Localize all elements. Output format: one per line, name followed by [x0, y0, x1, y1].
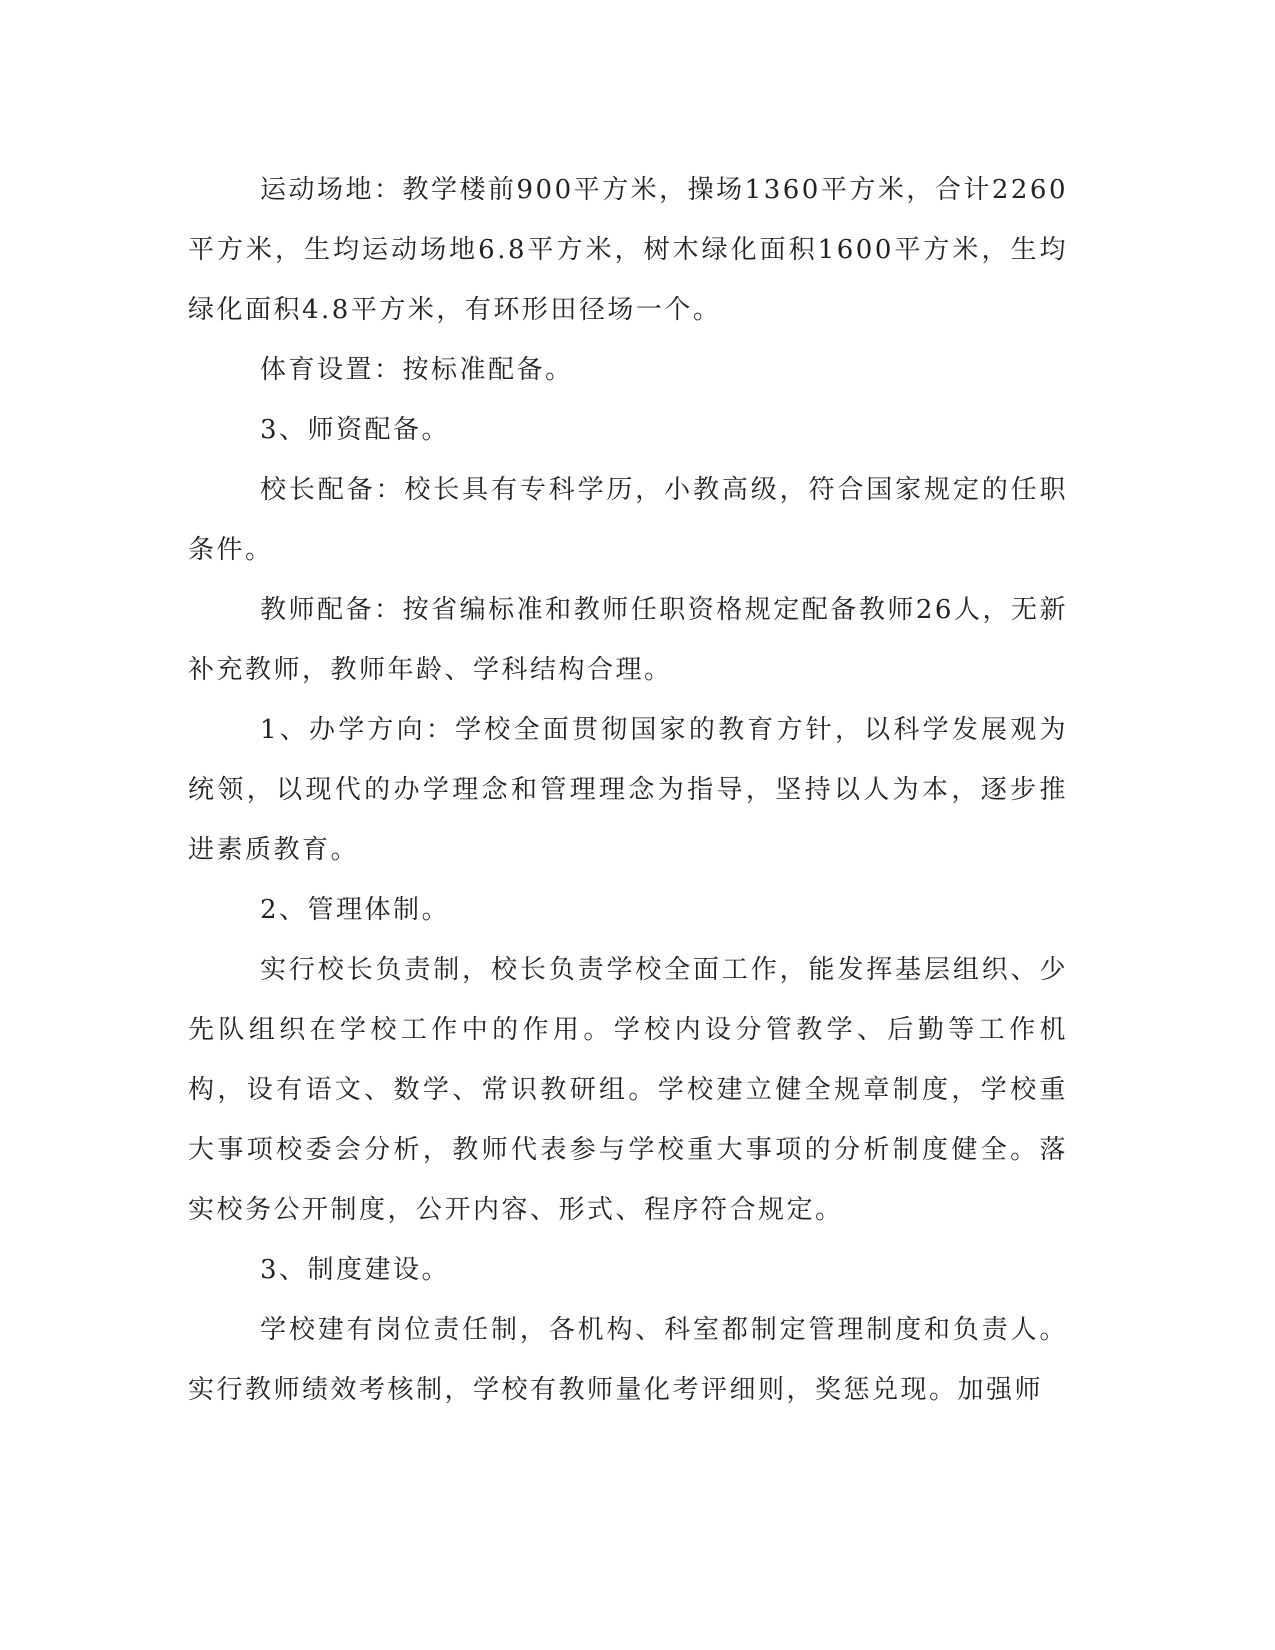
paragraph-system-building: 学校建有岗位责任制，各机构、科室都制定管理制度和负责人。实行教师绩效考核制，学校有教师量化考评细则，奖惩兑现。加强师: [188, 1315, 1068, 1405]
paragraph-principal: 校长配备：校长具有专科学历，小教高级，符合国家规定的任职条件。: [188, 475, 1068, 565]
heading-teacher-staffing: 3、师资配备。: [260, 415, 451, 445]
document-body: [188, 160, 1068, 1420]
heading-management-system: 2、管理体制。: [260, 895, 451, 925]
paragraph-sports-field: 运动场地：教学楼前900平方米，操场1360平方米，合计2260平方米，生均运动场地6.8平方米，树木绿化面积1600平方米，生均绿化面积4.8平方米，有环形田径场一个。: [188, 175, 1068, 325]
paragraph-sports-facilities: 体育设置：按标准配备。: [260, 355, 574, 385]
paragraph-teachers: 教师配备：按省编标准和教师任职资格规定配备教师26人，无新补充教师，教师年龄、学科结构合理。: [188, 595, 1068, 685]
paragraph-management-system: 实行校长负责制，校长负责学校全面工作，能发挥基层组织、少先队组织在学校工作中的作用。学校内设分管教学、后勤等工作机构，设有语文、数学、常识教研组。学校建立健全规章制度，学校重大事项校委会分析，教师代表参与学校重大事项的分析制度健全。落实校务公开制度，公开内容、形式、程序符合规定。: [188, 955, 1068, 1225]
paragraph-school-direction: 1、办学方向：学校全面贯彻国家的教育方针，以科学发展观为统领，以现代的办学理念和管理理念为指导，坚持以人为本，逐步推进素质教育。: [188, 715, 1068, 865]
heading-system-building: 3、制度建设。: [260, 1255, 451, 1285]
